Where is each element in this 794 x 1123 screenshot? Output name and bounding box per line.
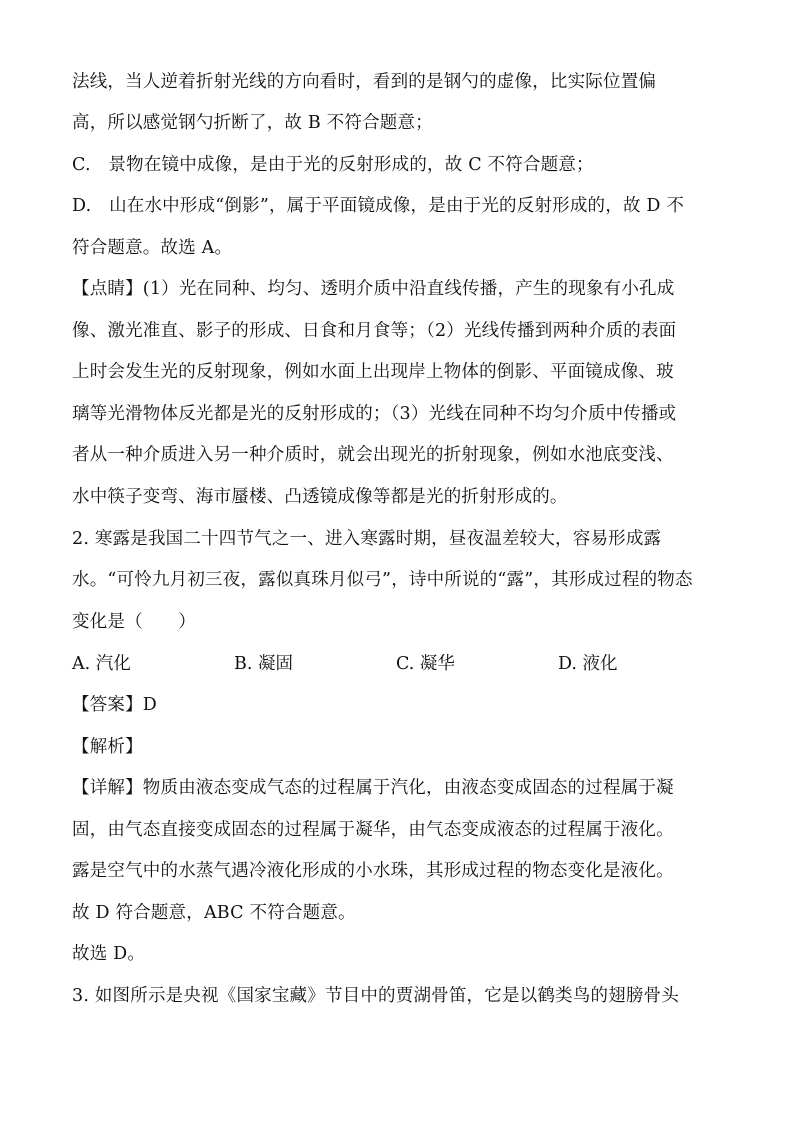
text-line: 【详解】物质由液态变成气态的过程属于汽化，由液态变成固态的过程属于凝	[72, 778, 674, 798]
text-line: 【点睛】(1）光在同种、均匀、透明介质中沿直线传播，产生的现象有小孔成	[72, 279, 675, 299]
text-line: 者从一种介质进入另一种介质时，就会出现光的折射现象，例如水池底变浅、	[72, 445, 674, 465]
analysis-heading: 【解析】	[72, 737, 143, 757]
text-line: 故选 D。	[72, 944, 146, 964]
text-line: 法线，当人逆着折射光线的方向看时，看到的是钢勺的虚像，比实际位置偏	[72, 72, 657, 92]
text-line: 故 D 符合题意，ABC 不符合题意。	[72, 903, 356, 923]
text-line: 璃等光滑物体反光都是光的反射形成的；（3）光线在同种不均匀介质中传播或	[72, 404, 677, 424]
answer-line: 【答案】D	[72, 695, 158, 715]
question-line: 变化是（ ）	[72, 612, 196, 632]
question-line: 2. 寒露是我国二十四节气之一、进入寒露时期，昼夜温差较大，容易形成露	[72, 529, 662, 549]
question-line: 3. 如图所示是央视《国家宝藏》节目中的贾湖骨笛，它是以鹤类鸟的翅膀骨头	[72, 986, 679, 1006]
text-line: C. 景物在镜中成像，是由于光的反射形成的，故 C 不符合题意；	[72, 155, 594, 175]
text-line: 像、激光准直、影子的形成、日食和月食等；（2）光线传播到两种介质的表面	[72, 321, 677, 341]
text-line: 符合题意。故选 A。	[72, 238, 233, 258]
option-d: D. 液化	[558, 654, 618, 674]
text-line: 上时会发生光的反射现象，例如水面上出现岸上物体的倒影、平面镜成像、玻	[72, 362, 674, 382]
text-line: 固，由气态直接变成固态的过程属于凝华，由气态变成液态的过程属于液化。	[72, 820, 674, 840]
question-line: 水。“可怜九月初三夜，露似真珠月似弓”，诗中所说的“露”，其形成过程的物态	[72, 570, 693, 590]
option-b: B. 凝固	[234, 654, 293, 674]
option-c: C. 凝华	[396, 654, 455, 674]
text-line: 高，所以感觉钢勺折断了，故 B 不符合题意；	[72, 113, 433, 133]
option-a: A. 汽化	[72, 654, 131, 674]
text-line: D. 山在水中形成“倒影”，属于平面镜成像，是由于光的反射形成的，故 D 不	[72, 196, 685, 216]
text-line: 露是空气中的水蒸气遇冷液化形成的小水珠，其形成过程的物态变化是液化。	[72, 861, 674, 881]
text-line: 水中筷子变弯、海市蜃楼、凸透镜成像等都是光的折射形成的。	[72, 487, 568, 507]
